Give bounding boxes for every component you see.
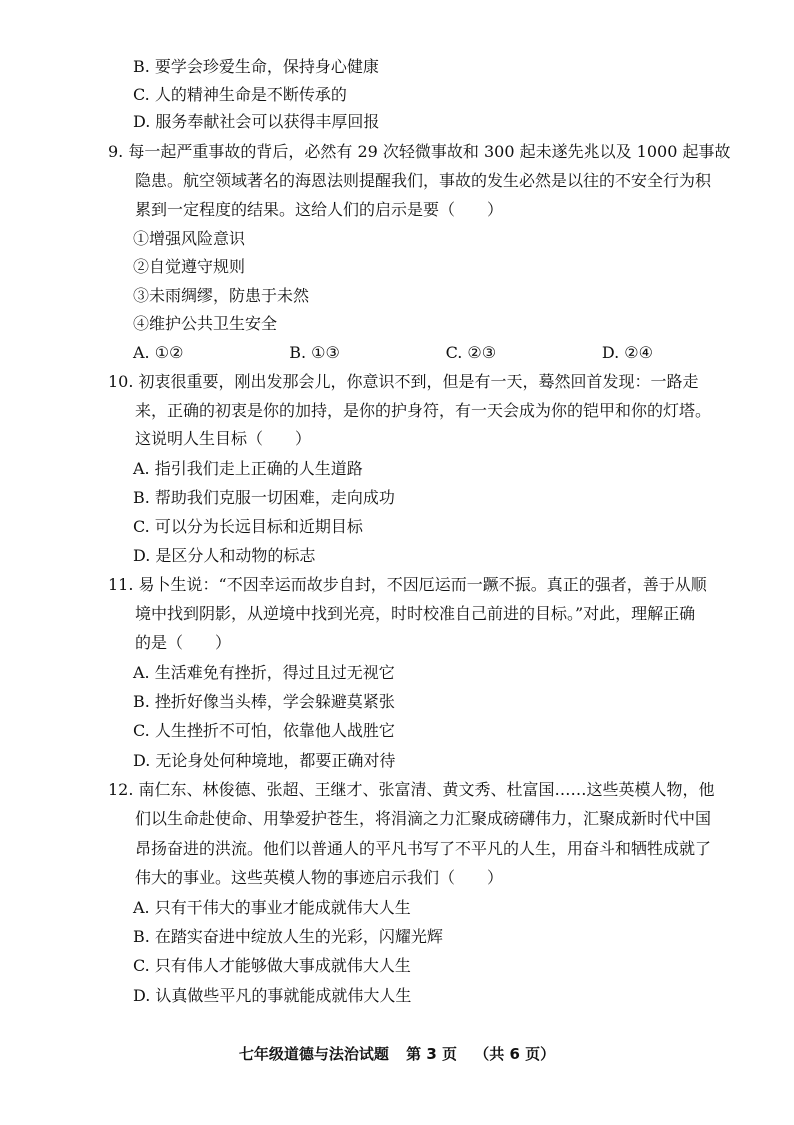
q11-option-d: D. 无论身处何种境地，都要正确对待 — [133, 751, 396, 770]
q9-item-2: ②自觉遵守规则 — [133, 257, 246, 276]
page-footer — [0, 1043, 794, 1065]
q11-option-a: A. 生活难免有挫折，得过且过无视它 — [133, 663, 395, 682]
q11-stem-line-1: 11. 易卜生说：“不因幸运而故步自封，不因厄运而一蹶不振。真正的强者，善于从顺 — [108, 575, 707, 594]
q12-stem-line-2: 们以生命赴使命、用挚爱护苍生，将涓滴之力汇聚成磅礴伟力，汇聚成新时代中国 — [135, 809, 712, 828]
footer-exam-title: 七年级道德与法治试题 — [238, 1045, 389, 1063]
q11-option-b: B. 挫折好像当头棒，学会躲避莫紧张 — [133, 692, 395, 711]
q9-item-1: ①增强风险意识 — [133, 229, 246, 248]
q9-option-a: A. ①② — [133, 343, 184, 362]
q12-stem-line-4: 伟大的事业。这些英模人物的事迹启示我们（ ） — [135, 868, 504, 887]
q10-option-d: D. 是区分人和动物的标志 — [133, 546, 316, 565]
q11-stem-line-3: 的是（ ） — [135, 633, 232, 652]
q9-stem-line-2: 隐患。航空领域著名的海恩法则提醒我们，事故的发生必然是以往的不安全行为积 — [135, 171, 712, 190]
q12-stem-line-3: 昂扬奋进的洪流。他们以普通人的平凡书写了不平凡的人生，用奋斗和牺牲成就了 — [135, 839, 712, 858]
footer-total-pages: （共 6 页） — [474, 1045, 556, 1063]
q9-item-3: ③未雨绸缪，防患于未然 — [133, 286, 310, 305]
q10-option-c: C. 可以分为长远目标和近期目标 — [133, 517, 363, 536]
footer-page-number: 第 3 页 — [406, 1045, 457, 1063]
q11-stem-line-2: 境中找到阴影，从逆境中找到光亮，时时校准自己前进的目标。”对此，理解正确 — [135, 604, 696, 623]
q8-option-b: B. 要学会珍爱生命，保持身心健康 — [133, 57, 379, 76]
q9-stem-line-1: 9. 每一起严重事故的背后，必然有 29 次轻微事故和 300 起未遂先兆以及 1000 起事故 — [108, 142, 731, 161]
q8-option-d: D. 服务奉献社会可以获得丰厚回报 — [133, 112, 380, 131]
q10-stem-line-3: 这说明人生目标（ ） — [135, 429, 312, 448]
q12-option-b: B. 在踏实奋进中绽放人生的光彩，闪耀光辉 — [133, 927, 443, 946]
q9-stem-line-3: 累到一定程度的结果。这给人们的启示是要（ ） — [135, 200, 504, 219]
q10-stem-line-1: 10. 初衷很重要，刚出发那会儿，你意识不到，但是有一天，蓦然回首发现：一路走 — [108, 372, 699, 391]
q12-stem-line-1: 12. 南仁东、林俊德、张超、王继才、张富清、黄文秀、杜富国……这些英模人物，他 — [108, 780, 715, 799]
q11-option-c: C. 人生挫折不可怕，依靠他人战胜它 — [133, 721, 395, 740]
q12-option-d: D. 认真做些平凡的事就能成就伟大人生 — [133, 986, 412, 1005]
q10-option-b: B. 帮助我们克服一切困难，走向成功 — [133, 488, 395, 507]
q10-option-a: A. 指引我们走上正确的人生道路 — [133, 459, 363, 478]
q9-option-c: C. ②③ — [445, 343, 497, 362]
q9-item-4: ④维护公共卫生安全 — [133, 314, 278, 333]
q9-option-d: D. ②④ — [601, 343, 653, 362]
q9-options-row — [133, 342, 653, 364]
q10-stem-line-2: 来，正确的初衷是你的加持，是你的护身符，有一天会成为你的铠甲和你的灯塔。 — [135, 401, 712, 420]
q12-option-c: C. 只有伟人才能够做大事成就伟大人生 — [133, 956, 411, 975]
q12-option-a: A. 只有干伟大的事业才能成就伟大人生 — [133, 898, 411, 917]
q9-option-b: B. ①③ — [289, 343, 340, 362]
q8-option-c: C. 人的精神生命是不断传承的 — [133, 85, 347, 104]
